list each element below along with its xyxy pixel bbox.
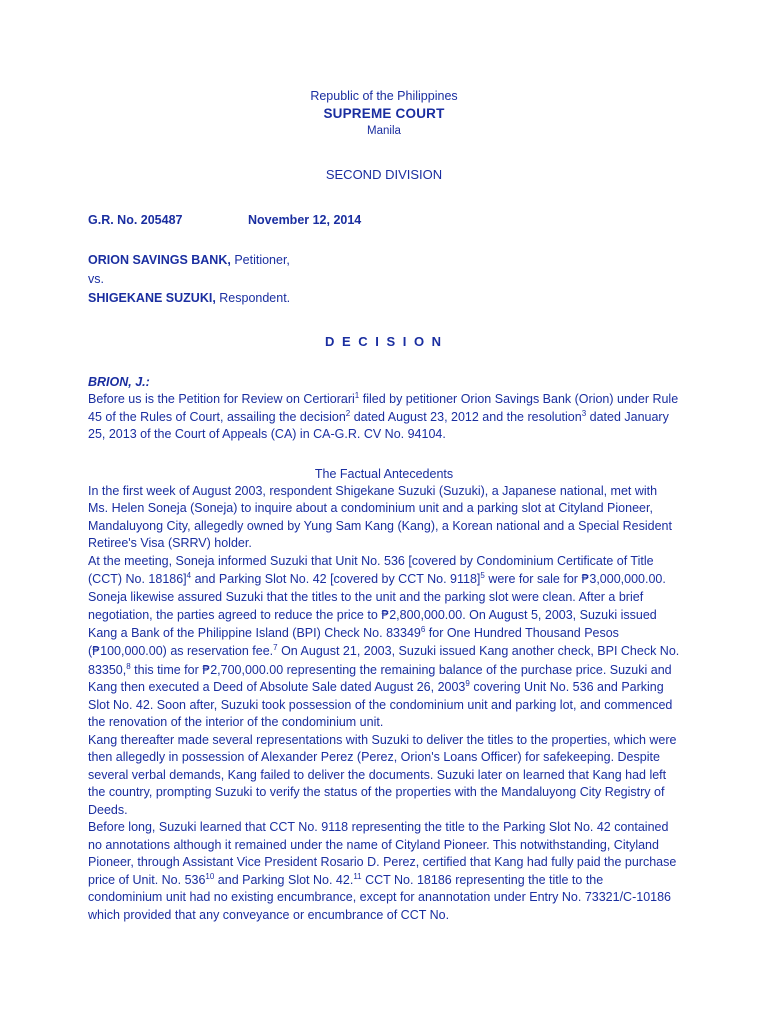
decision-title: D E C I S I O N [324,334,444,349]
case-parties [88,251,680,308]
case-gr-number: G.R. No. 205487 [88,213,183,227]
header-court-name: SUPREME COURT [323,106,445,121]
paragraph-1: In the first week of August 2003, respondent Shigekane Suzuki (Suzuki), a Japanese national, met with Ms. Helen Soneja (Soneja) to inquire about a condominium unit and a parking slot at Cityland Pioneer, Mandaluyong City, allegedly owned by Yung Sam Kang (Kang), a Korean national and a Special Resident Retiree's Visa (SRRV) holder. [88,483,672,550]
section-heading-factual-antecedents: The Factual Antecedents [314,466,454,481]
respondent-name: SHIGEKANE SUZUKI, [88,291,216,305]
header-republic: Republic of the Philippines [310,89,458,103]
header-city: Manila [367,125,401,137]
paragraph-4: Before long, Suzuki learned that CCT No. 9118 representing the title to the Parking Slot No. 42 contained no annotations although it remained under the name of Cityland Pioneer. This notwithstanding, Cityland Pioneer, through Assistant Vice President Rosario D. Perez, certified that Kang had fully paid the purchase price of Unit. No. $536^{10}$ and Parking Slot No. 42.11 CCT No. 18186 representing the title to the condominium unit had no existing encumbrance, except for anannotation under Entry No. 73321/C-10186 which provided that any conveyance or encumbrance of CCT No. [88,820,677,922]
ponente-name: BRION, J.: [88,375,150,389]
paragraph-intro: Before us is the Petition for Review on Certiorari$^1$ filed by petitioner Orion Savings Bank (Orion) under Rule 45 of the Rules of Court, assailing the decision$^2$ dated August 23, 2012 and the resolution$^3$ dated January 25, 2013 of the Court of Appeals (CA) in CA-G.R. CV No. 94104. [88,390,679,441]
respondent-line [88,289,680,308]
case-caption-row [88,211,680,229]
respondent-role: Respondent. [215,291,291,305]
petitioner-name: ORION SAVINGS BANK, [88,253,231,267]
versus-label: vs. [88,272,104,286]
header-division: SECOND DIVISION [325,167,443,182]
petitioner-role: Petitioner, [230,253,290,267]
case-date: November 12, 2014 [248,213,362,227]
petitioner-line [88,251,680,270]
paragraph-2: At the meeting, Soneja informed Suzuki that Unit No. 536 [covered by Condominium Certificate of Title (CCT) No. 18186]$^4$ and Parking Slot No. 42 [covered by CCT No. 9118]$^5$ were for sale for ₱3,000,000.00. Soneja likewise assured Suzuki that the titles to the unit and the parking slot were clean. After a brief negotiation, the parties agreed to reduce the price to ₱2,800,000.00. On August 5, 2003, Suzuki issued Kang a Bank of the Philippine Island (BPI) Check No. 83349$^6$ for One Hundred Thousand Pesos (₱100,000.00) as reservation fee.$^7$ On August 21, 2003, Suzuki issued Kang another check, BPI Check No. 83350,$^8$ this time for ₱2,700,000.00 representing the remaining balance of the purchase price. Suzuki and Kang then executed a Deed of Absolute Sale dated August 26, 2003$^9$ covering Unit No. 536 and Parking Slot No. 42. Soon after, Suzuki took possession of the condominium unit and parking lot, and commenced the renovation of the interior of the condominium unit. [88,553,680,729]
paragraph-3: Kang thereafter made several representations with Suzuki to deliver the titles to the properties, which were then allegedly in possession of Alexander Perez (Perez, Orion's Loans Officer) for safekeeping. Despite several verbal demands, Kang failed to deliver the documents. Suzuki later on learned that Kang had left the country, prompting Suzuki to verify the status of the properties with the Mandaluyong City Registry of Deeds. [88,732,677,817]
